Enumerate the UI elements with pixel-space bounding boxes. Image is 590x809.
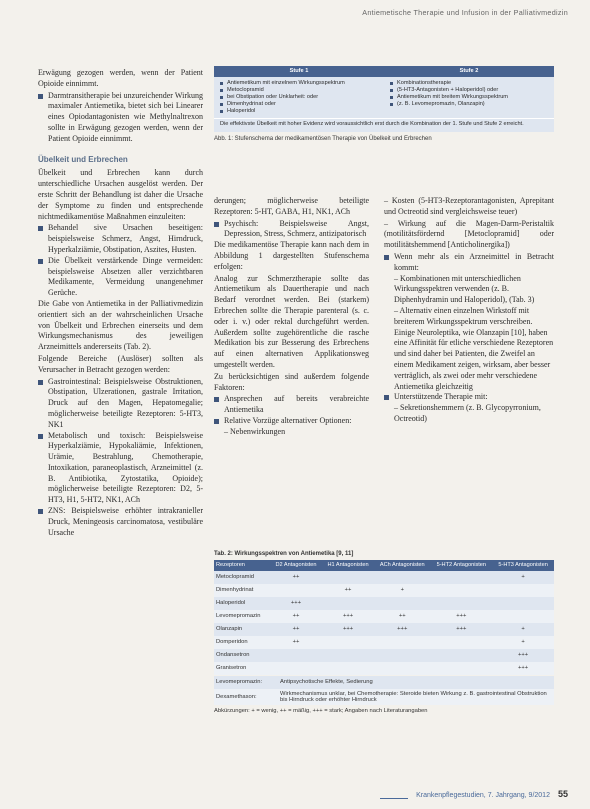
table-header-cell: D2 Antagonisten (270, 560, 322, 571)
sub-item: – Nebenwirkungen (224, 426, 286, 436)
table-row (214, 662, 554, 675)
table-cell: Metoclopramid (214, 571, 270, 584)
table-cell: ++ (374, 610, 430, 623)
table-cell: Domperidon (214, 636, 270, 649)
footer-rule (380, 798, 408, 799)
figure-stage2-head: Stufe 2 (384, 66, 554, 77)
table-cell: +++ (322, 610, 374, 623)
table-cell (430, 571, 492, 584)
table-cell: +++ (270, 597, 322, 610)
bullet-item: Metabolisch und toxisch: Beispielsweise Hyperkalziämie, Hypokaliämie, Infektionen, Urämie, Bestrahlung, Chemotherapie, Intoxikation, paraneoplastisch, Arzneimittel (z. B. Antibiotika, Zytostatika, Opioide); möglicherweise beteiligte Rezeptoren: D2, 5-HT3, H1, 5-HT2, NK1, ACh (38, 431, 203, 507)
table-cell: ++ (322, 584, 374, 597)
bullet-item: Psychisch: Beispielsweise Angst, Depression, Stress, Schmerz, antizipatorisch (214, 219, 369, 241)
table-antiemetika (214, 551, 554, 714)
paragraph: – Kosten (5-HT3-Rezeptorantagonisten, Aprepitant und Octreotid sind vergleichsweise teuer) (384, 196, 554, 216)
figure-item: Antiemetikum mit breitem Wirkungsspektrum (390, 94, 548, 101)
table-row (214, 623, 554, 636)
figure-stage1-head: Stufe 1 (214, 66, 384, 77)
paragraph: Folgende Bereiche (Auslöser) sollten als Verursacher in Betracht gezogen werden: (38, 353, 203, 374)
table-cell (322, 636, 374, 649)
paragraph: Die medikamentöse Therapie kann nach dem in Abbildung 1 dargestellten Stufenschema erfolgen: (214, 240, 369, 271)
table-caption: Tab. 2: Wirkungsspektren von Antiemetika [9, 11] (214, 551, 354, 557)
table-cell (430, 649, 492, 662)
table-cell (374, 571, 430, 584)
sub-item: – Alternativ einen einzelnen Wirkstoff mit breiterem Wirkungsspektrum verschreiben. Einige Neuroleptika, wie Olanzapin [10], haben eine Affinität für etliche verschiedene Rezeptoren und sind daher bei Patienten, die Zweifel an einem Medikament zeigen, wirksam, aber besser verträglich, als zwei oder mehr verschiedene Antiemetika gleichzeitig (394, 305, 554, 391)
paragraph: Die Gabe von Antiemetika in der Palliativmedizin orientiert sich an der wahrscheinlichen Ursache von Übelkeit und Erbrechen einerseits und dem Wirkungsmechanismus des jeweiligen Arzneimittels andererseits (Tab. 2). (38, 298, 203, 352)
table-cell (270, 662, 322, 675)
column-3 (384, 196, 554, 425)
table-cell: + (492, 623, 554, 636)
legend-row (214, 689, 554, 705)
sub-item: – Kombinationen mit unterschiedlichen Wirkungsspektren verwenden (z. B. Diphenhydramin und Haloperidol), (Tab. 3) (394, 273, 535, 305)
bullet-item: ZNS: Beispielsweise erhöhter intrakranieller Druck, Meningeosis carcinomatosa, vestibuläre Ursache (38, 506, 203, 538)
legend-row (214, 676, 554, 689)
table-header-cell: H1 Antagonisten (322, 560, 374, 571)
footer (416, 789, 568, 799)
intro-bullet: Darmtransitherapie bei unzureichender Wirkung maximaler Antiemetika, bietet sich bei Linearer eines Opiodantagonisten wie Methylnaltrexon sollte in Erwägung gezogen werden, wenn der Patient Opioide einnimmt. (38, 91, 203, 145)
table-cell (430, 636, 492, 649)
figure-stage2-cell (384, 77, 554, 118)
figure-item: bei Obstipation oder Unklarheit: oder (220, 94, 378, 101)
table-row (214, 571, 554, 584)
figure-item: Metoclopramid (220, 87, 378, 94)
table-row (214, 597, 554, 610)
column-1 (38, 68, 203, 538)
table-cell: ++ (270, 610, 322, 623)
table-header-cell: 5-HT2 Antagonisten (430, 560, 492, 571)
legend-text: Antipsychotische Effekte, Sedierung (278, 676, 554, 689)
table-cell (322, 649, 374, 662)
table-header-row (214, 560, 554, 571)
table-cell: Levomepromazin (214, 610, 270, 623)
table-row (214, 610, 554, 623)
legend-label: Levomepromazin: (214, 676, 278, 689)
table-cell (374, 662, 430, 675)
table-cell: Olanzapin (214, 623, 270, 636)
table-cell: + (374, 584, 430, 597)
bullet-item: Wenn mehr als ein Arzneimittel in Betracht kommt: (384, 252, 554, 274)
bullet-item: Unterstützende Therapie mit: (384, 392, 554, 403)
table-cell (374, 649, 430, 662)
figure-stufenschema (214, 66, 554, 143)
table-legend (214, 676, 554, 705)
paragraph: Übelkeit und Erbrechen kann durch unterschiedliche Ursachen ausgelöst werden. Der erste Schritt der Behandlung ist daher die Ursache der Symptome zu finden und entsprechende nichtmedikamentöse Maßnahmen einzuleiten: (38, 168, 203, 221)
figure-item: (5-HT3-Antagonisten + Haloperidol) oder (390, 87, 548, 94)
table-row (214, 584, 554, 597)
running-header: Antiemetische Therapie und Infusion in der Palliativmedizin (362, 8, 568, 17)
bullet-item: Behandel sive Ursachen beseitigen: beispielsweise Schmerz, Angst, Hirndruck, Hyperkalziämie, Obstipation, Aszites, Husten. (38, 223, 203, 255)
table-grid (214, 560, 554, 675)
bullet-item: Die Übelkeit verstärkende Dinge vermeiden: beispielsweise Absetzen aller verzichtbaren Medikamente, Vermeidung unangenehmer Gerüche. (38, 256, 203, 299)
figure-stage1-cell (214, 77, 384, 118)
table-cell (374, 597, 430, 610)
table-cell: Granisetron (214, 662, 270, 675)
table-cell (270, 584, 322, 597)
paragraph: Analog zur Schmerztherapie sollte das Antiemetikum als Dauertherapie und nach Bedarf verordnet werden. Bei (starkem) Erbrechen sollte die Therapie parenteral (s. c. oder i. v.) oder rektal durchgeführt werden. Außerdem sollte zugehörentliche die rasche Medikation bis zur Besserung des Erbrechens auf einen alternativen Applikationsweg umgestellt werden. (214, 273, 369, 369)
figure-caption: Abb. 1: Stufenschema der medikamentösen Therapie von Übelkeit und Erbrechen (214, 136, 432, 142)
table-cell (430, 662, 492, 675)
figure-item: Haloperidol (220, 108, 378, 115)
journal-name: Krankenpflegestudien, 7. Jahrgang, 9/2012 (416, 792, 550, 799)
table-cell: ++ (270, 623, 322, 636)
table-header-cell: Rezeptoren (214, 560, 270, 571)
table-cell: +++ (430, 623, 492, 636)
section-heading: Übelkeit und Erbrechen (38, 154, 128, 164)
sub-item: – Sekretionshemmern (z. B. Glycopyrronium, Octreotid) (394, 403, 541, 423)
bullet-item: Gastrointestinal: Beispielsweise Obstruktionen, Obstipation, Ulzerationen, gastrale Irritation, Druck auf den Magen, Hepatomegalie; möglicherweise beteiligte Rezeptoren: 5-HT3, NK1 (38, 377, 203, 431)
figure-item: Dimenhydrinat oder (220, 101, 378, 108)
figure-item: Kombinationstherapie (390, 80, 548, 87)
table-cell (430, 597, 492, 610)
figure-item: (z. B. Levomepromazin, Olanzapin) (390, 101, 548, 108)
table-header-cell: ACh Antagonisten (374, 560, 430, 571)
table-cell (492, 584, 554, 597)
figure-item: Antiemetikum mit einzelnem Wirkungsspektrum (220, 80, 378, 87)
table-cell: +++ (322, 623, 374, 636)
table-cell: +++ (430, 610, 492, 623)
column-2 (214, 196, 369, 438)
table-cell (492, 597, 554, 610)
table-cell (492, 610, 554, 623)
table-cell (322, 662, 374, 675)
table-cell (270, 649, 322, 662)
table-header-cell: 5-HT3 Antagonisten (492, 560, 554, 571)
legend-label: Dexamethason: (214, 689, 278, 705)
paragraph: derungen; möglicherweise beteiligte Rezeptoren: 5-HT, GABA, H1, NK1, ACh (214, 196, 369, 216)
table-abbreviations: Abkürzungen: + = wenig, ++ = mäßig, +++ = stark; Angaben nach Literaturangaben (214, 707, 428, 714)
intro-text: Erwägung gezogen werden, wenn der Patient Opioide einnimmt. (38, 68, 203, 88)
table-cell: Ondansetron (214, 649, 270, 662)
table-cell: + (492, 571, 554, 584)
page-number: 55 (557, 789, 568, 799)
table-cell: +++ (492, 649, 554, 662)
table-cell (430, 584, 492, 597)
table-cell (374, 636, 430, 649)
table-cell: Dimenhydrinat (214, 584, 270, 597)
table-cell: + (492, 636, 554, 649)
table-body (214, 571, 554, 675)
paragraph: Zu berücksichtigen sind außerdem folgende Faktoren: (214, 371, 369, 392)
bullet-item: Ansprechen auf bereits verabreichte Antiemetika (214, 394, 369, 416)
table-row (214, 636, 554, 649)
table-cell: +++ (492, 662, 554, 675)
legend-text: Wirkmechanismus unklar, bei Chemotherapie: Steroide bieten Wirkung z. B. gastrointestinal Obstruktion bis Hirndruck oder erhöhter Hirndruck (278, 689, 554, 705)
paragraph: – Wirkung auf die Magen-Darm-Peristaltik (motilitätsfördernd [Metoclopramid] oder motilitätshemmend [Anticholinergika]) (384, 218, 554, 250)
table-cell (322, 597, 374, 610)
table-cell (322, 571, 374, 584)
table-cell: ++ (270, 636, 322, 649)
table-row (214, 649, 554, 662)
bullet-item: Relative Vorzüge alternativer Optionen: (214, 416, 369, 427)
table-cell: +++ (374, 623, 430, 636)
figure-note: Die effektivste Übelkeit mit hoher Evidenz wird voraussichtlich erst durch die Kombination der 1. Stufe und Stufe 2 erreicht. (214, 118, 554, 132)
table-cell: Haloperidol (214, 597, 270, 610)
table-cell: ++ (270, 571, 322, 584)
